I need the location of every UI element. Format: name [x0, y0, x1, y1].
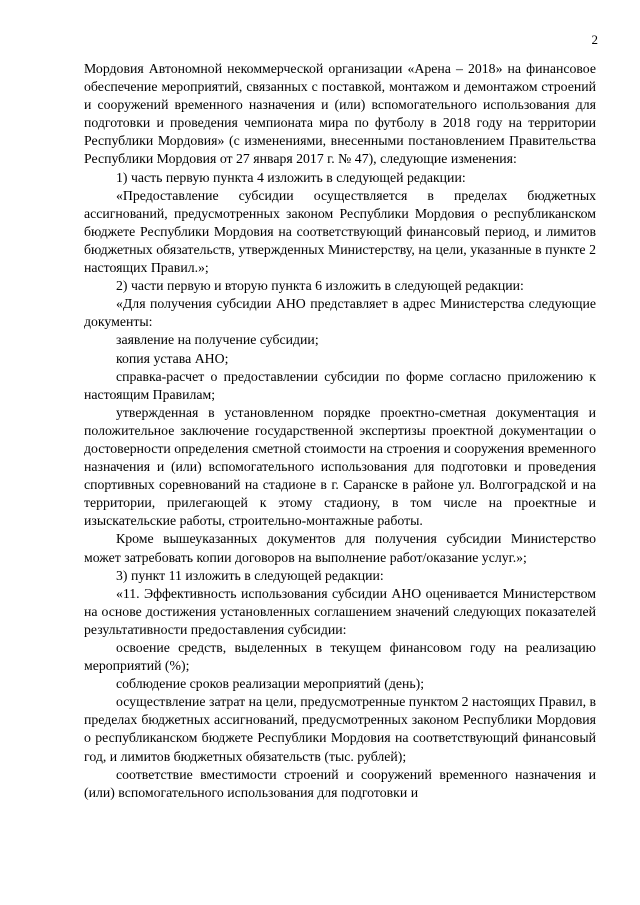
- paragraph: осуществление затрат на цели, предусмотренные пунктом 2 настоящих Правил, в пределах бюджетных ассигнований, предусмотренных законом Республики Мордовия о республиканском бюджете Республики Мордовия на соответствующий финансовый год, и лимитов бюджетных обязательств (тыс. рублей);: [84, 694, 596, 764]
- paragraph: соблюдение сроков реализации мероприятий (день);: [116, 676, 425, 692]
- paragraph: соответствие вместимости строений и сооружений временного назначения и (или) вспомогательного использования для подготовки и: [84, 766, 596, 800]
- paragraph: «11. Эффективность использования субсидии АНО оценивается Министерством на основе достижения установленных соглашением значений следующих показателей результативности предоставления субсидии:: [84, 585, 596, 637]
- page-number: 2: [591, 32, 598, 47]
- paragraph: освоение средств, выделенных в текущем финансовом году на реализацию мероприятий (%);: [84, 640, 596, 674]
- paragraph: «Предоставление субсидии осуществляется в пределах бюджетных ассигнований, предусмотренных законом Республики Мордовия о республиканском бюджете Республики Мордовия на соответствующий финансовый период, и лимитов бюджетных обязательств, утвержденных Министерству, на цели, указанные в пункте 2 настоящих Правил.»;: [84, 187, 596, 276]
- paragraph: заявление на получение субсидии;: [116, 332, 319, 348]
- paragraph: 2) части первую и вторую пункта 6 изложить в следующей редакции:: [116, 278, 524, 294]
- paragraph: «Для получения субсидии АНО представляет в адрес Министерства следующие документы:: [84, 296, 596, 330]
- paragraph: копия устава АНО;: [116, 350, 229, 366]
- paragraph: утвержденная в установленном порядке проектно-сметная документация и положительное заключение государственной экспертизы проектной документации о достоверности определения сметной стоимости на строения и сооружения временного назначения и (или) вспомогательного использования для подготовки и проведения спортивных соревнований на стадионе в г. Саранске в районе ул. Волгоградской и на территории, прилегающей к этому стадиону, в том числе на проектные и изыскательские работы, строительно-монтажные работы.: [84, 404, 596, 529]
- paragraph: Кроме вышеуказанных документов для получения субсидии Министерство может затребовать копии договоров на выполнение работ/оказание услуг.»;: [84, 531, 596, 565]
- paragraph: Мордовия Автономной некоммерческой организации «Арена – 2018» на финансовое обеспечение мероприятий, связанных с поставкой, монтажом и демонтажом строений и сооружений временного назначения и (или) вспомогательного использования для подготовки и проведения чемпионата мира по футболу в 2018 году на территории Республики Мордовия» (с изменениями, внесенными постановлением Правительства Республики Мордовия от 27 января 2017 г. № 47), следующие изменения:: [84, 61, 596, 167]
- paragraph: 3) пункт 11 изложить в следующей редакции:: [116, 567, 384, 583]
- paragraph: 1) часть первую пункта 4 изложить в следующей редакции:: [116, 169, 466, 185]
- paragraph: справка-расчет о предоставлении субсидии по форме согласно приложению к настоящим Правилам;: [84, 368, 596, 402]
- document-body: [84, 60, 596, 802]
